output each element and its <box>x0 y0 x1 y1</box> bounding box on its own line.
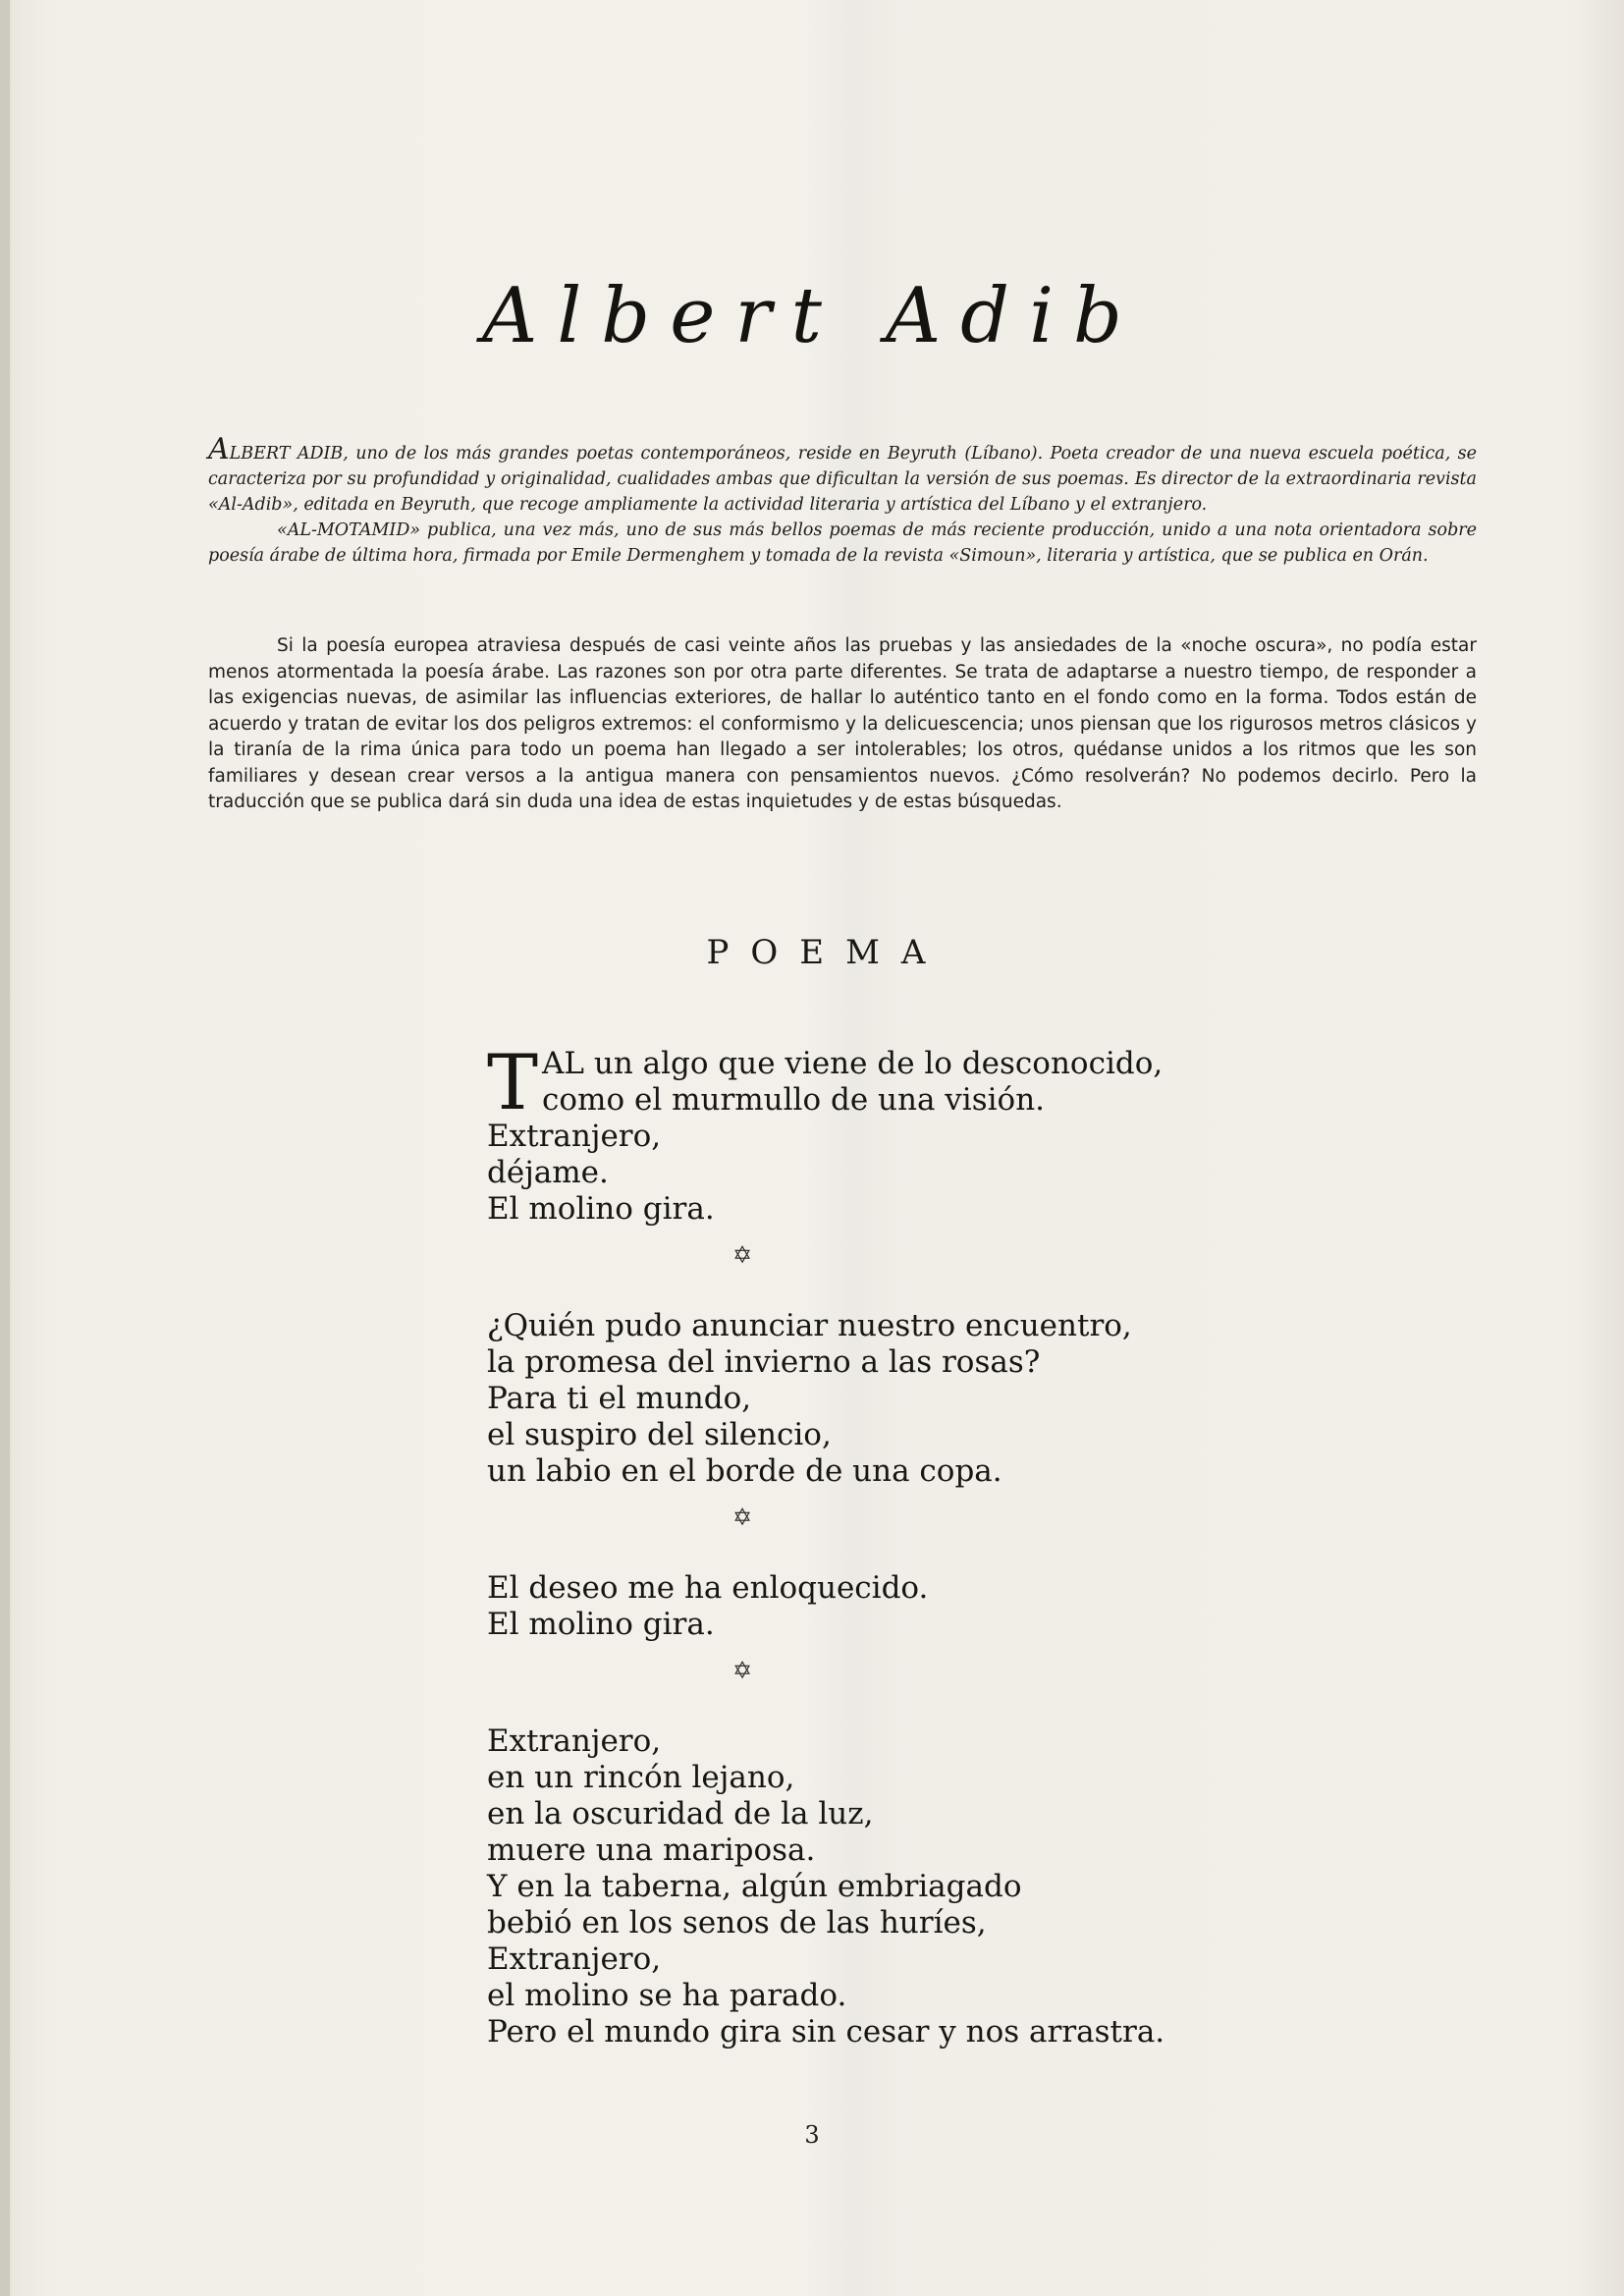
poem <box>487 1039 1272 2050</box>
star-of-david-icon: ✡ <box>731 1503 753 1531</box>
intro-paragraph-1-text: LBERT ADIB, uno de los más grandes poetas contemporáneos, reside en Beyruth (Líbano). Poeta creador de una nueva escuela poética, se caracteriza por su profundidad y originalidad, cualidades ambas que dificultan la versión de sus poemas. Es director de la extraordinaria revista «Al-Adib», editada en Beyruth, que recoge ampliamente la actividad literaria y artística del Líbano y el extranjero. <box>208 444 1477 515</box>
poem-line: Extranjero, <box>487 1723 662 1759</box>
poem-line: Y en la taberna, algún embriagado <box>487 1869 1022 1904</box>
star-of-david-icon: ✡ <box>731 1241 753 1269</box>
poem-line: ¿Quién pudo anunciar nuestro encuentro, <box>487 1308 1132 1343</box>
intro-paragraph-2: «AL-MOTAMID» publica, una vez más, uno de sus más bellos poemas de más reciente producción, unido a una nota orientadora sobre poesía árabe de última hora, firmada por Emile Dermenghem y tomada de la revista «Simoun», literaria y artística, que se publica en Orán. <box>208 520 1477 566</box>
poem-line: Pero el mundo gira sin cesar y nos arrastra. <box>487 2014 1165 2050</box>
stanza-3 <box>487 1570 1272 1643</box>
intro-paragraph-1 <box>208 432 1477 518</box>
poem-line: Extranjero, <box>487 1119 662 1154</box>
poem-line: El molino gira. <box>487 1607 715 1642</box>
poem-drop-cap: T <box>487 1039 539 1127</box>
stanza-1 <box>487 1039 1272 1228</box>
poem-line: un labio en el borde de una copa. <box>487 1453 1002 1489</box>
star-of-david-icon: ✡ <box>731 1657 753 1684</box>
poem-line: El molino gira. <box>487 1191 715 1227</box>
poem-line: el molino se ha parado. <box>487 1978 847 2013</box>
poem-line: Extranjero, <box>487 1941 662 1977</box>
poem-line: como el murmullo de una visión. <box>542 1082 1046 1118</box>
poem-line: déjame. <box>487 1155 609 1190</box>
poem-line: en un rincón lejano, <box>487 1760 795 1795</box>
stanza-4 <box>487 1723 1272 2050</box>
poem-line: bebió en los senos de las huríes, <box>487 1905 987 1941</box>
body-paragraph: Si la poesía europea atraviesa después de casi veinte años las pruebas y las ansiedades de la «noche oscura», no podía estar menos atormentada la poesía árabe. Las razones son por otra parte diferentes. Se trata de adaptarse a nuestro tiempo, de responder a las exigencias nuevas, de asimilar las influencias exteriores, de hallar lo auténtico tanto en el fondo como en la forma. Todos están de acuerdo y tratan de evitar los dos peligros extremos: el conformismo y la delicuescencia; unos piensan que los rigurosos metros clásicos y la tiranía de la rima única para todo un poema han llegado a ser intolerables; los otros, quédanse unidos a los ritmos que les son familiares y desean crear versos a la antigua manera con pensamientos nuevos. ¿Cómo resolverán? No podemos decirlo. Pero la traducción que se publica dará sin duda una idea de estas inquietudes y de estas búsquedas. <box>208 635 1477 812</box>
intro-note <box>208 432 1477 569</box>
poem-line: el suspiro del silencio, <box>487 1417 832 1452</box>
poem-line: Para ti el mundo, <box>487 1381 752 1416</box>
article-title: Albert Adib <box>482 272 1142 361</box>
poem-heading: POEMA <box>706 933 947 972</box>
body-text <box>208 633 1477 816</box>
intro-drop-letter: A <box>208 432 230 466</box>
poem-line: muere una mariposa. <box>487 1832 816 1868</box>
poem-line: la promesa del invierno a las rosas? <box>487 1344 1041 1380</box>
poem-line: en la oscuridad de la luz, <box>487 1796 874 1831</box>
stanza-2 <box>487 1308 1272 1490</box>
poem-line: AL un algo que viene de lo desconocido, <box>542 1046 1164 1081</box>
poem-line: El deseo me ha enloquecido. <box>487 1570 929 1606</box>
page-number: 3 <box>804 2121 820 2149</box>
